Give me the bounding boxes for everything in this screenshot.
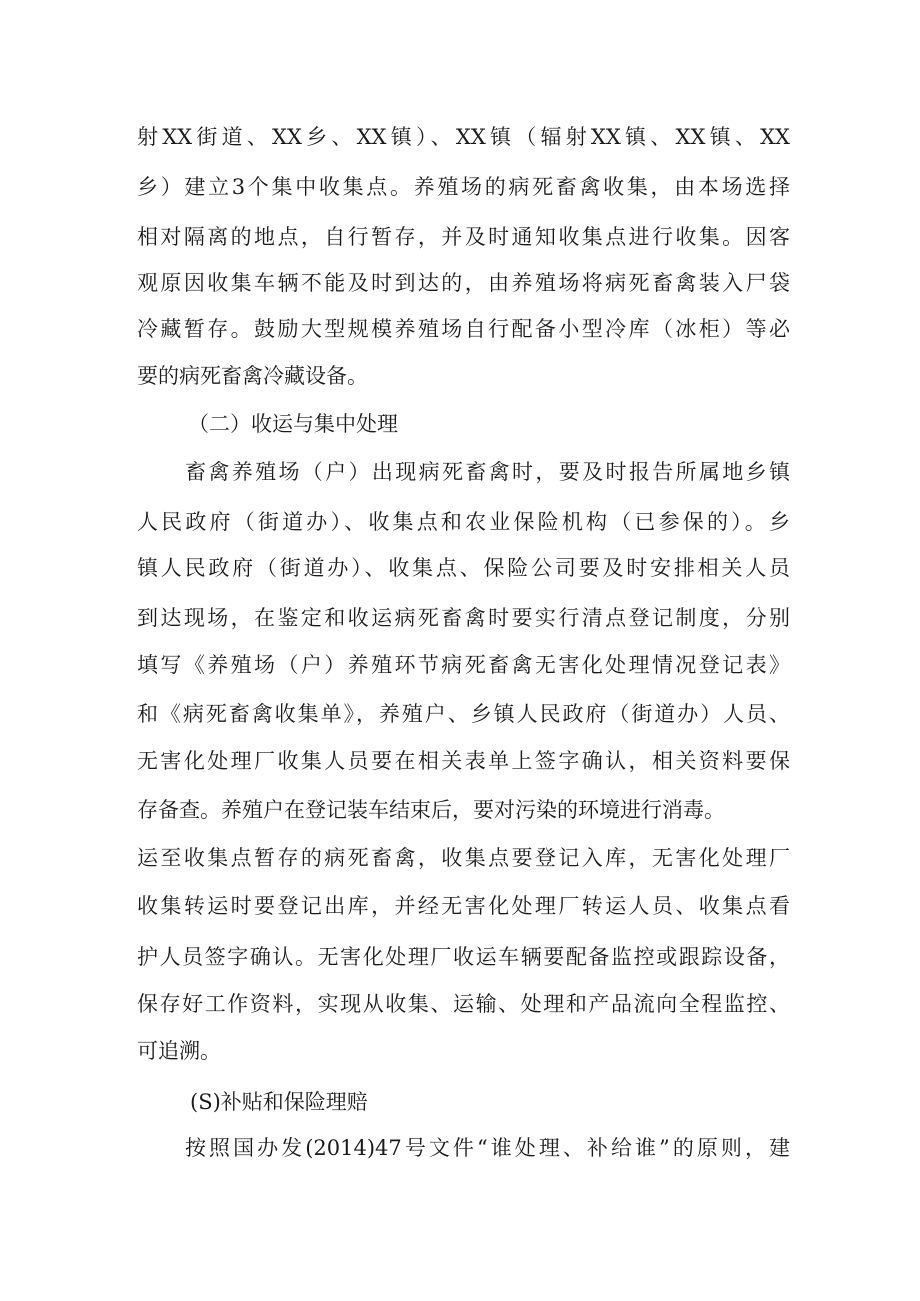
section-heading: （二）收运与集中处理 — [188, 412, 398, 436]
paragraph-line: 射XX街道、XX乡、XX镇）、XX镇（辐射XX镇、XX镇、XX — [137, 125, 790, 149]
paragraph-line: 镇人民政府（街道办）、收集点、保险公司要及时安排相关人员 — [137, 556, 790, 580]
paragraph-line: 人民政府（街道办）、收集点和农业保险机构（已参保的）。乡 — [137, 510, 790, 534]
paragraph-line: 运至收集点暂存的病死畜禽，收集点要登记入库，无害化处理厂 — [137, 846, 790, 870]
paragraph-line: 冷藏暂存。鼓励大型规模养殖场自行配备小型冷库（冰柜）等必 — [137, 317, 790, 341]
paragraph-line: 到达现场，在鉴定和收运病死畜禽时要实行清点登记制度，分别 — [137, 606, 790, 630]
paragraph-line: 和《病死畜禽收集单》，养殖户、乡镇人民政府（街道办）人员、 — [137, 702, 790, 726]
paragraph-line: 保存好工作资料，实现从收集、运输、处理和产品流向全程监控、 — [137, 992, 790, 1016]
paragraph-line: 收集转运时要登记出库，并经无害化处理厂转运人员、收集点看 — [137, 894, 790, 918]
paragraph-line: 相对隔离的地点，自行暂存，并及时通知收集点进行收集。因客 — [137, 225, 790, 249]
paragraph-line: 要的病死畜禽冷藏设备。 — [137, 364, 368, 388]
paragraph-line: 护人员签字确认。无害化处理厂收运车辆要配备监控或跟踪设备， — [137, 945, 790, 969]
paragraph-line: 按照国办发(2014)47号文件“谁处理、补给谁”的原则，建 — [185, 1136, 790, 1160]
paragraph-line: 无害化处理厂收集人员要在相关表单上签字确认，相关资料要保 — [137, 749, 790, 773]
paragraph-line: 乡）建立3个集中收集点。养殖场的病死畜禽收集，由本场选择 — [137, 175, 790, 199]
paragraph-line: 存备查。养殖户在登记装车结束后，要对污染的环境进行消毒。 — [137, 798, 725, 822]
paragraph-line: 畜禽养殖场（户）出现病死畜禽时，要及时报告所属地乡镇 — [185, 460, 790, 484]
section-heading: (S)补贴和保险理赔 — [190, 1090, 368, 1114]
paragraph-line: 观原因收集车辆不能及时到达的，由养殖场将病死畜禽装入尸袋 — [137, 271, 790, 295]
paragraph-line: 可追溯。 — [137, 1039, 221, 1063]
paragraph-line: 填写《养殖场（户）养殖环节病死畜禽无害化处理情况登记表》 — [137, 653, 790, 677]
